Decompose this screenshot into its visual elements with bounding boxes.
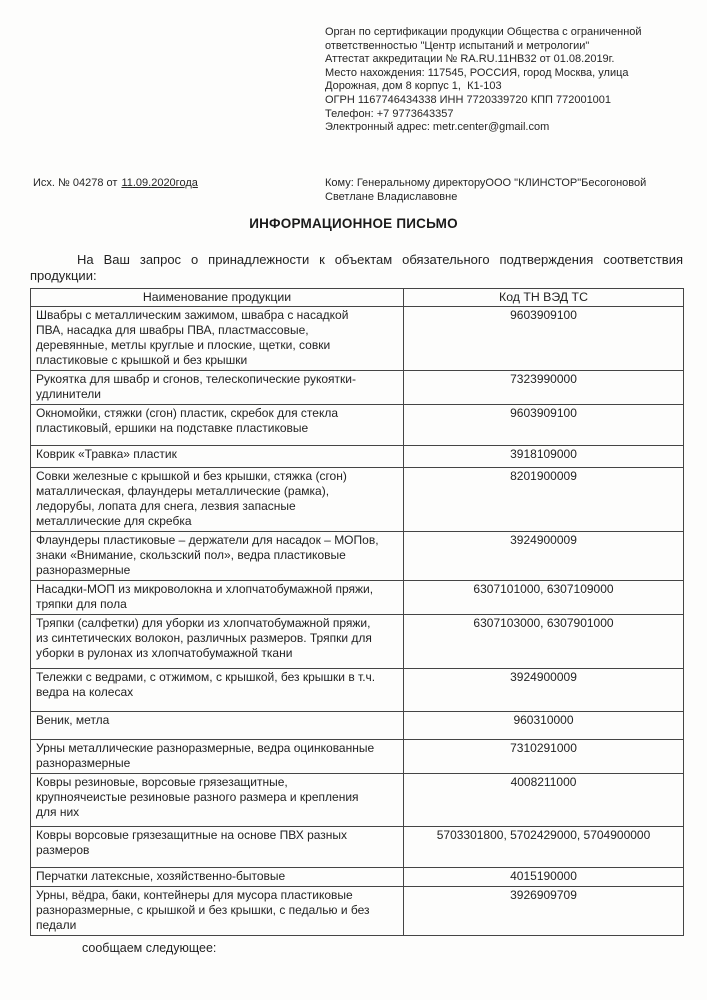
product-name-cell: Веник, метла — [31, 712, 404, 740]
letter-body — [30, 252, 683, 955]
product-code-cell: 3924900009 — [404, 669, 684, 712]
intro-paragraph-line2: продукции: — [30, 267, 97, 283]
product-code-cell: 8201900009 — [404, 468, 684, 532]
product-name-cell: Насадки-МОП из микроволокна и хлопчатобумажной пряжи, тряпки для пола — [31, 581, 404, 615]
product-name-cell: Перчатки латексные, хозяйственно-бытовые — [31, 868, 404, 887]
products-table — [30, 288, 684, 936]
table-row — [31, 712, 684, 740]
letterhead-line: Аттестат аккредитации № RA.RU.11НВ32 от 01.08.2019г. — [325, 53, 615, 66]
letterhead-line: Электронный адрес: metr.center@gmail.com — [325, 121, 550, 134]
product-code-cell: 9603909100 — [404, 405, 684, 446]
product-code-cell: 3926909709 — [404, 887, 684, 936]
product-code-cell: 7310291000 — [404, 740, 684, 774]
table-row — [31, 581, 684, 615]
outgoing-reference — [33, 177, 198, 189]
letterhead-block — [325, 26, 690, 135]
table-header-row — [31, 289, 684, 307]
recipient-block: Кому: Генеральному директоруООО "КЛИНСТОР"Бесогоновой Светлане Владиславовне — [325, 177, 647, 203]
table-row — [31, 669, 684, 712]
table-row — [31, 532, 684, 581]
table-row — [31, 827, 684, 868]
product-name-cell: Совки железные с крышкой и без крышки, стяжка (сгон) маталлическая, флаундеры металлические (рамка), ледорубы, лопата для снега, лезвия запасные металлические для скребка — [31, 468, 404, 532]
table-row — [31, 615, 684, 669]
product-code-cell: 3924900009 — [404, 532, 684, 581]
outgoing-number: Исх. № 04278 от — [33, 177, 118, 189]
table-row — [31, 371, 684, 405]
intro-paragraph-line1: На Ваш запрос о принадлежности к объектам обязательного подтверждения соответствия — [77, 252, 683, 267]
product-name-cell: Окномойки, стяжки (сгон) пластик, скребок для стекла пластиковый, ершики на подставке пластиковые — [31, 405, 404, 446]
product-name-cell: Ковры резиновые, ворсовые грязезащитные, крупноячеистые резиновые разного размера и крепления для них — [31, 774, 404, 827]
letterhead-line: Орган по сертификации продукции Общества с ограниченной — [325, 26, 642, 38]
product-name-cell: Урны металлические разноразмерные, ведра оцинкованные разноразмерные — [31, 740, 404, 774]
table-row — [31, 868, 684, 887]
table-row — [31, 307, 684, 371]
table-row — [31, 405, 684, 446]
product-name-cell: Рукоятка для швабр и сгонов, телескопические рукоятки-удлинители — [31, 371, 404, 405]
letterhead-line: Телефон: +7 9773643357 — [325, 107, 454, 120]
product-code-cell: 7323990000 — [404, 371, 684, 405]
table-row — [31, 740, 684, 774]
product-name-cell: Ковры ворсовые грязезащитные на основе ПВХ разных размеров — [31, 827, 404, 868]
table-row — [31, 446, 684, 468]
product-code-cell: 9603909100 — [404, 307, 684, 371]
product-code-cell: 4008211000 — [404, 774, 684, 827]
table-row — [31, 774, 684, 827]
product-code-cell: 6307101000, 6307109000 — [404, 581, 684, 615]
product-name-cell: Швабры с металлическим зажимом, швабра с насадкой ПВА, насадка для швабры ПВА, пластмассовые, деревянные, метлы круглые и плоские, щетки, совки пластиковые с крышкой и без крышки — [31, 307, 404, 371]
product-code-cell: 5703301800, 5702429000, 5704900000 — [404, 827, 684, 868]
product-code-cell: 6307103000, 6307901000 — [404, 615, 684, 669]
product-name-cell: Коврик «Травка» пластик — [31, 446, 404, 468]
column-header-product-name: Наименование продукции — [31, 289, 404, 307]
letterhead-line: ответственностью "Центр испытаний и метрологии" — [325, 39, 590, 52]
table-row — [31, 468, 684, 532]
outgoing-date: 11.09.2020года — [121, 177, 198, 189]
product-code-cell: 4015190000 — [404, 868, 684, 887]
column-header-tnved-code: Код ТН ВЭД ТС — [404, 289, 684, 307]
product-name-cell: Тряпки (салфетки) для уборки из хлопчатобумажной пряжи, из синтетических волокон, различных размеров. Тряпки для уборки в рулонах из хлопчатобумажной ткани — [31, 615, 404, 669]
table-row — [31, 887, 684, 936]
letterhead-line: Место нахождения: 117545, РОССИЯ, город Москва, улица — [325, 66, 629, 79]
letter-title: ИНФОРМАЦИОННОЕ ПИСЬМО — [249, 216, 458, 231]
letterhead-line: ОГРН 1167746434338 ИНН 7720339720 КПП 772001001 — [325, 93, 612, 106]
product-name-cell: Урны, вёдра, баки, контейнеры для мусора пластиковые разноразмерные, с крышкой и без крышки, с педалью и без педали — [31, 887, 404, 936]
closing-line: сообщаем следующее: — [82, 941, 217, 955]
product-code-cell: 3918109000 — [404, 446, 684, 468]
product-name-cell: Флаундеры пластиковые – держатели для насадок – МОПов, знаки «Внимание, скользский пол», ведра пластиковые разноразмерные — [31, 532, 404, 581]
product-name-cell: Тележки с ведрами, с отжимом, с крышкой, без крышки в т.ч. ведра на колесах — [31, 669, 404, 712]
letterhead-line: Дорожная, дом 8 корпус 1, К1-103 — [325, 80, 502, 93]
product-code-cell: 960310000 — [404, 712, 684, 740]
